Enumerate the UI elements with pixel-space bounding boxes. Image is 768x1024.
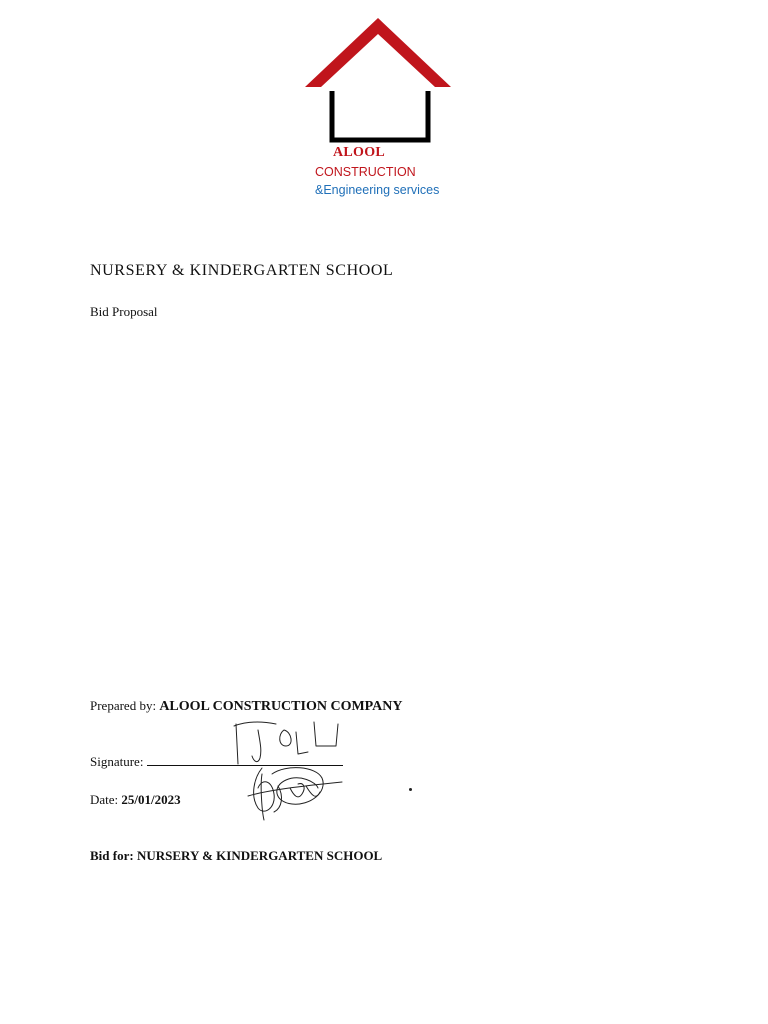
logo-construction-text: CONSTRUCTION [315, 165, 416, 179]
prepared-by-label: Prepared by: [90, 698, 157, 713]
date-line [90, 792, 181, 808]
document-title: NURSERY & KINDERGARTEN SCHOOL [90, 262, 394, 279]
bid-for-line [90, 848, 382, 864]
handwritten-signature-icon [232, 716, 362, 826]
prepared-by-value: ALOOL CONSTRUCTION COMPANY [159, 699, 403, 714]
document-subtitle: Bid Proposal [90, 304, 158, 319]
logo-services-text: &Engineering services [315, 183, 440, 197]
stray-mark [409, 788, 412, 791]
date-value: 25/01/2023 [121, 792, 181, 807]
signature-label: Signature: [90, 754, 144, 769]
logo-company-name: ALOOL [333, 145, 386, 160]
bid-for-value: NURSERY & KINDERGARTEN SCHOOL [136, 848, 383, 863]
company-logo [300, 14, 460, 204]
date-label: Date: [90, 792, 119, 807]
bid-for-label: Bid for: [90, 848, 134, 863]
prepared-by-line [90, 698, 403, 715]
house-logo-icon [300, 14, 460, 149]
